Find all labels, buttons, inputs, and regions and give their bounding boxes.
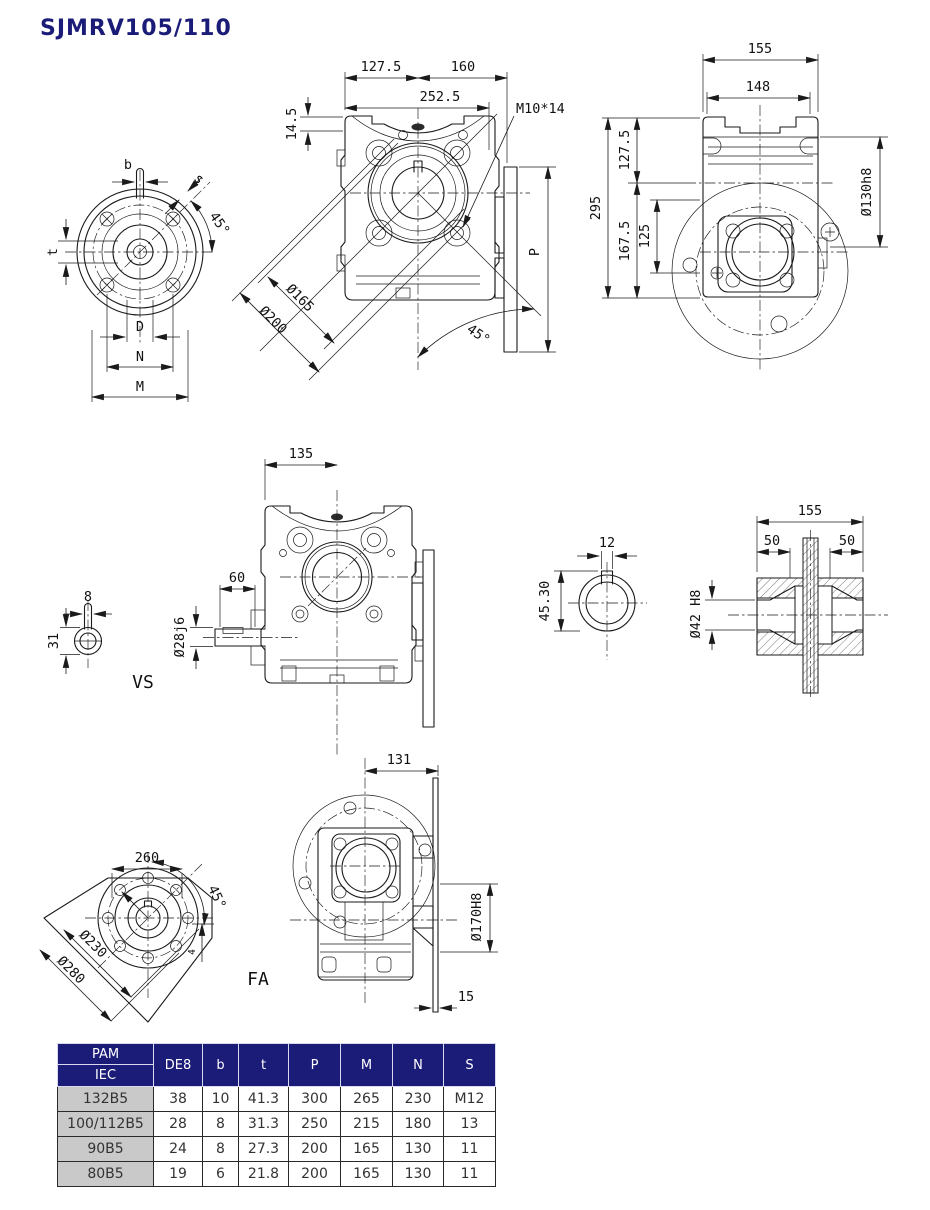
value-cell: 11 <box>444 1137 496 1162</box>
table-header-n: N <box>393 1044 444 1087</box>
dim-key-12: 12 <box>598 535 616 551</box>
dim-side-167-5: 167.5 <box>617 220 633 262</box>
dim-flange-M: M <box>135 379 145 395</box>
value-cell: 165 <box>341 1162 393 1187</box>
dim-flange-N: N <box>135 349 145 365</box>
label-vs: VS <box>132 672 154 693</box>
dim-front-160: 160 <box>450 59 476 75</box>
model-cell: 90B5 <box>58 1137 154 1162</box>
dim-fafl-45deg: 45° <box>204 882 230 912</box>
dim-hollow-d42h8: Ø42 H8 <box>688 589 704 639</box>
dim-hollow-50-right: 50 <box>838 533 856 549</box>
model-cell: 100/112B5 <box>58 1112 154 1137</box>
value-cell: 200 <box>289 1162 341 1187</box>
dim-side-125: 125 <box>637 223 653 249</box>
dim-hollow-50-left: 50 <box>763 533 781 549</box>
dim-front-14-5: 14.5 <box>284 107 300 141</box>
table-header-b: b <box>203 1044 239 1087</box>
dim-side-295: 295 <box>588 195 604 221</box>
dim-front-d165: Ø165 <box>282 281 317 316</box>
dim-fafl-4: 4 <box>187 949 198 955</box>
value-cell: 41.3 <box>239 1087 289 1112</box>
model-cell: 132B5 <box>58 1087 154 1112</box>
dim-faside-131: 131 <box>386 752 412 768</box>
value-cell: 38 <box>154 1087 203 1112</box>
dim-side-155: 155 <box>747 41 773 57</box>
dim-vsside-60: 60 <box>228 570 246 586</box>
dim-front-45deg: 45° <box>463 321 493 349</box>
vs-side-view <box>172 446 434 757</box>
dim-front-d200: Ø200 <box>255 303 290 338</box>
value-cell: 165 <box>341 1137 393 1162</box>
dim-flange-b: b <box>123 157 133 173</box>
value-cell: M12 <box>444 1087 496 1112</box>
value-cell: 215 <box>341 1112 393 1137</box>
keyway-section-view <box>537 535 647 660</box>
value-cell: 24 <box>154 1137 203 1162</box>
dim-fafl-d280: Ø280 <box>53 953 88 988</box>
dimension-table <box>57 1043 496 1187</box>
value-cell: 8 <box>203 1112 239 1137</box>
table-header-p: P <box>289 1044 341 1087</box>
dim-hollow-155: 155 <box>797 503 823 519</box>
table-row <box>58 1162 496 1187</box>
value-cell: 28 <box>154 1112 203 1137</box>
dim-fafl-260: 260 <box>134 850 160 866</box>
value-cell: 130 <box>393 1137 444 1162</box>
value-cell: 27.3 <box>239 1137 289 1162</box>
value-cell: 11 <box>444 1162 496 1187</box>
table-row <box>58 1112 496 1137</box>
dim-flange-s: s <box>190 170 208 188</box>
value-cell: 130 <box>393 1162 444 1187</box>
dim-faside-15: 15 <box>457 989 475 1005</box>
output-flange-view <box>45 157 233 402</box>
value-cell: 13 <box>444 1112 496 1137</box>
front-view <box>232 59 565 380</box>
table-header-iec: IEC <box>58 1065 154 1087</box>
dim-vsside-135: 135 <box>288 446 314 462</box>
dim-vs-31: 31 <box>46 632 62 650</box>
label-front-thread: M10*14 <box>516 101 565 117</box>
dim-flange-t: t <box>45 247 61 257</box>
table-header-pam: PAM <box>58 1044 154 1065</box>
table-row <box>58 1137 496 1162</box>
value-cell: 200 <box>289 1137 341 1162</box>
dim-flange-D: D <box>135 319 145 335</box>
side-view <box>588 41 888 372</box>
value-cell: 31.3 <box>239 1112 289 1137</box>
value-cell: 300 <box>289 1087 341 1112</box>
table-header-m: M <box>341 1044 393 1087</box>
hollow-shaft-section <box>688 503 888 700</box>
dim-side-127-5: 127.5 <box>617 129 633 171</box>
dim-front-127-5: 127.5 <box>360 59 402 75</box>
dim-vsside-d28j6: Ø28j6 <box>172 616 188 658</box>
dim-flange-45deg: 45° <box>205 209 233 239</box>
label-fa: FA <box>247 969 269 990</box>
value-cell: 8 <box>203 1137 239 1162</box>
dim-side-148: 148 <box>745 79 771 95</box>
value-cell: 230 <box>393 1087 444 1112</box>
value-cell: 180 <box>393 1112 444 1137</box>
fa-flange-view <box>40 850 229 1022</box>
dim-fafl-d230: Ø230 <box>75 927 110 962</box>
table-row <box>58 1087 496 1112</box>
value-cell: 6 <box>203 1162 239 1187</box>
value-cell: 250 <box>289 1112 341 1137</box>
value-cell: 10 <box>203 1087 239 1112</box>
dim-front-252-5: 252.5 <box>419 89 461 105</box>
fa-side-view <box>247 752 498 1012</box>
value-cell: 19 <box>154 1162 203 1187</box>
vs-shaft-end-view <box>46 589 154 693</box>
table-header-t: t <box>239 1044 289 1087</box>
dim-key-45-30: 45.30 <box>537 580 553 622</box>
dim-front-P: P <box>527 247 543 257</box>
table-header-de8: DE8 <box>154 1044 203 1087</box>
value-cell: 265 <box>341 1087 393 1112</box>
model-cell: 80B5 <box>58 1162 154 1187</box>
table-header-s: S <box>444 1044 496 1087</box>
dim-vs-8: 8 <box>83 589 93 605</box>
dim-side-d130h8: Ø130h8 <box>859 167 875 217</box>
value-cell: 21.8 <box>239 1162 289 1187</box>
dim-faside-d170h8: Ø170H8 <box>469 892 485 942</box>
page-title: SJMRV105/110 <box>40 16 232 41</box>
